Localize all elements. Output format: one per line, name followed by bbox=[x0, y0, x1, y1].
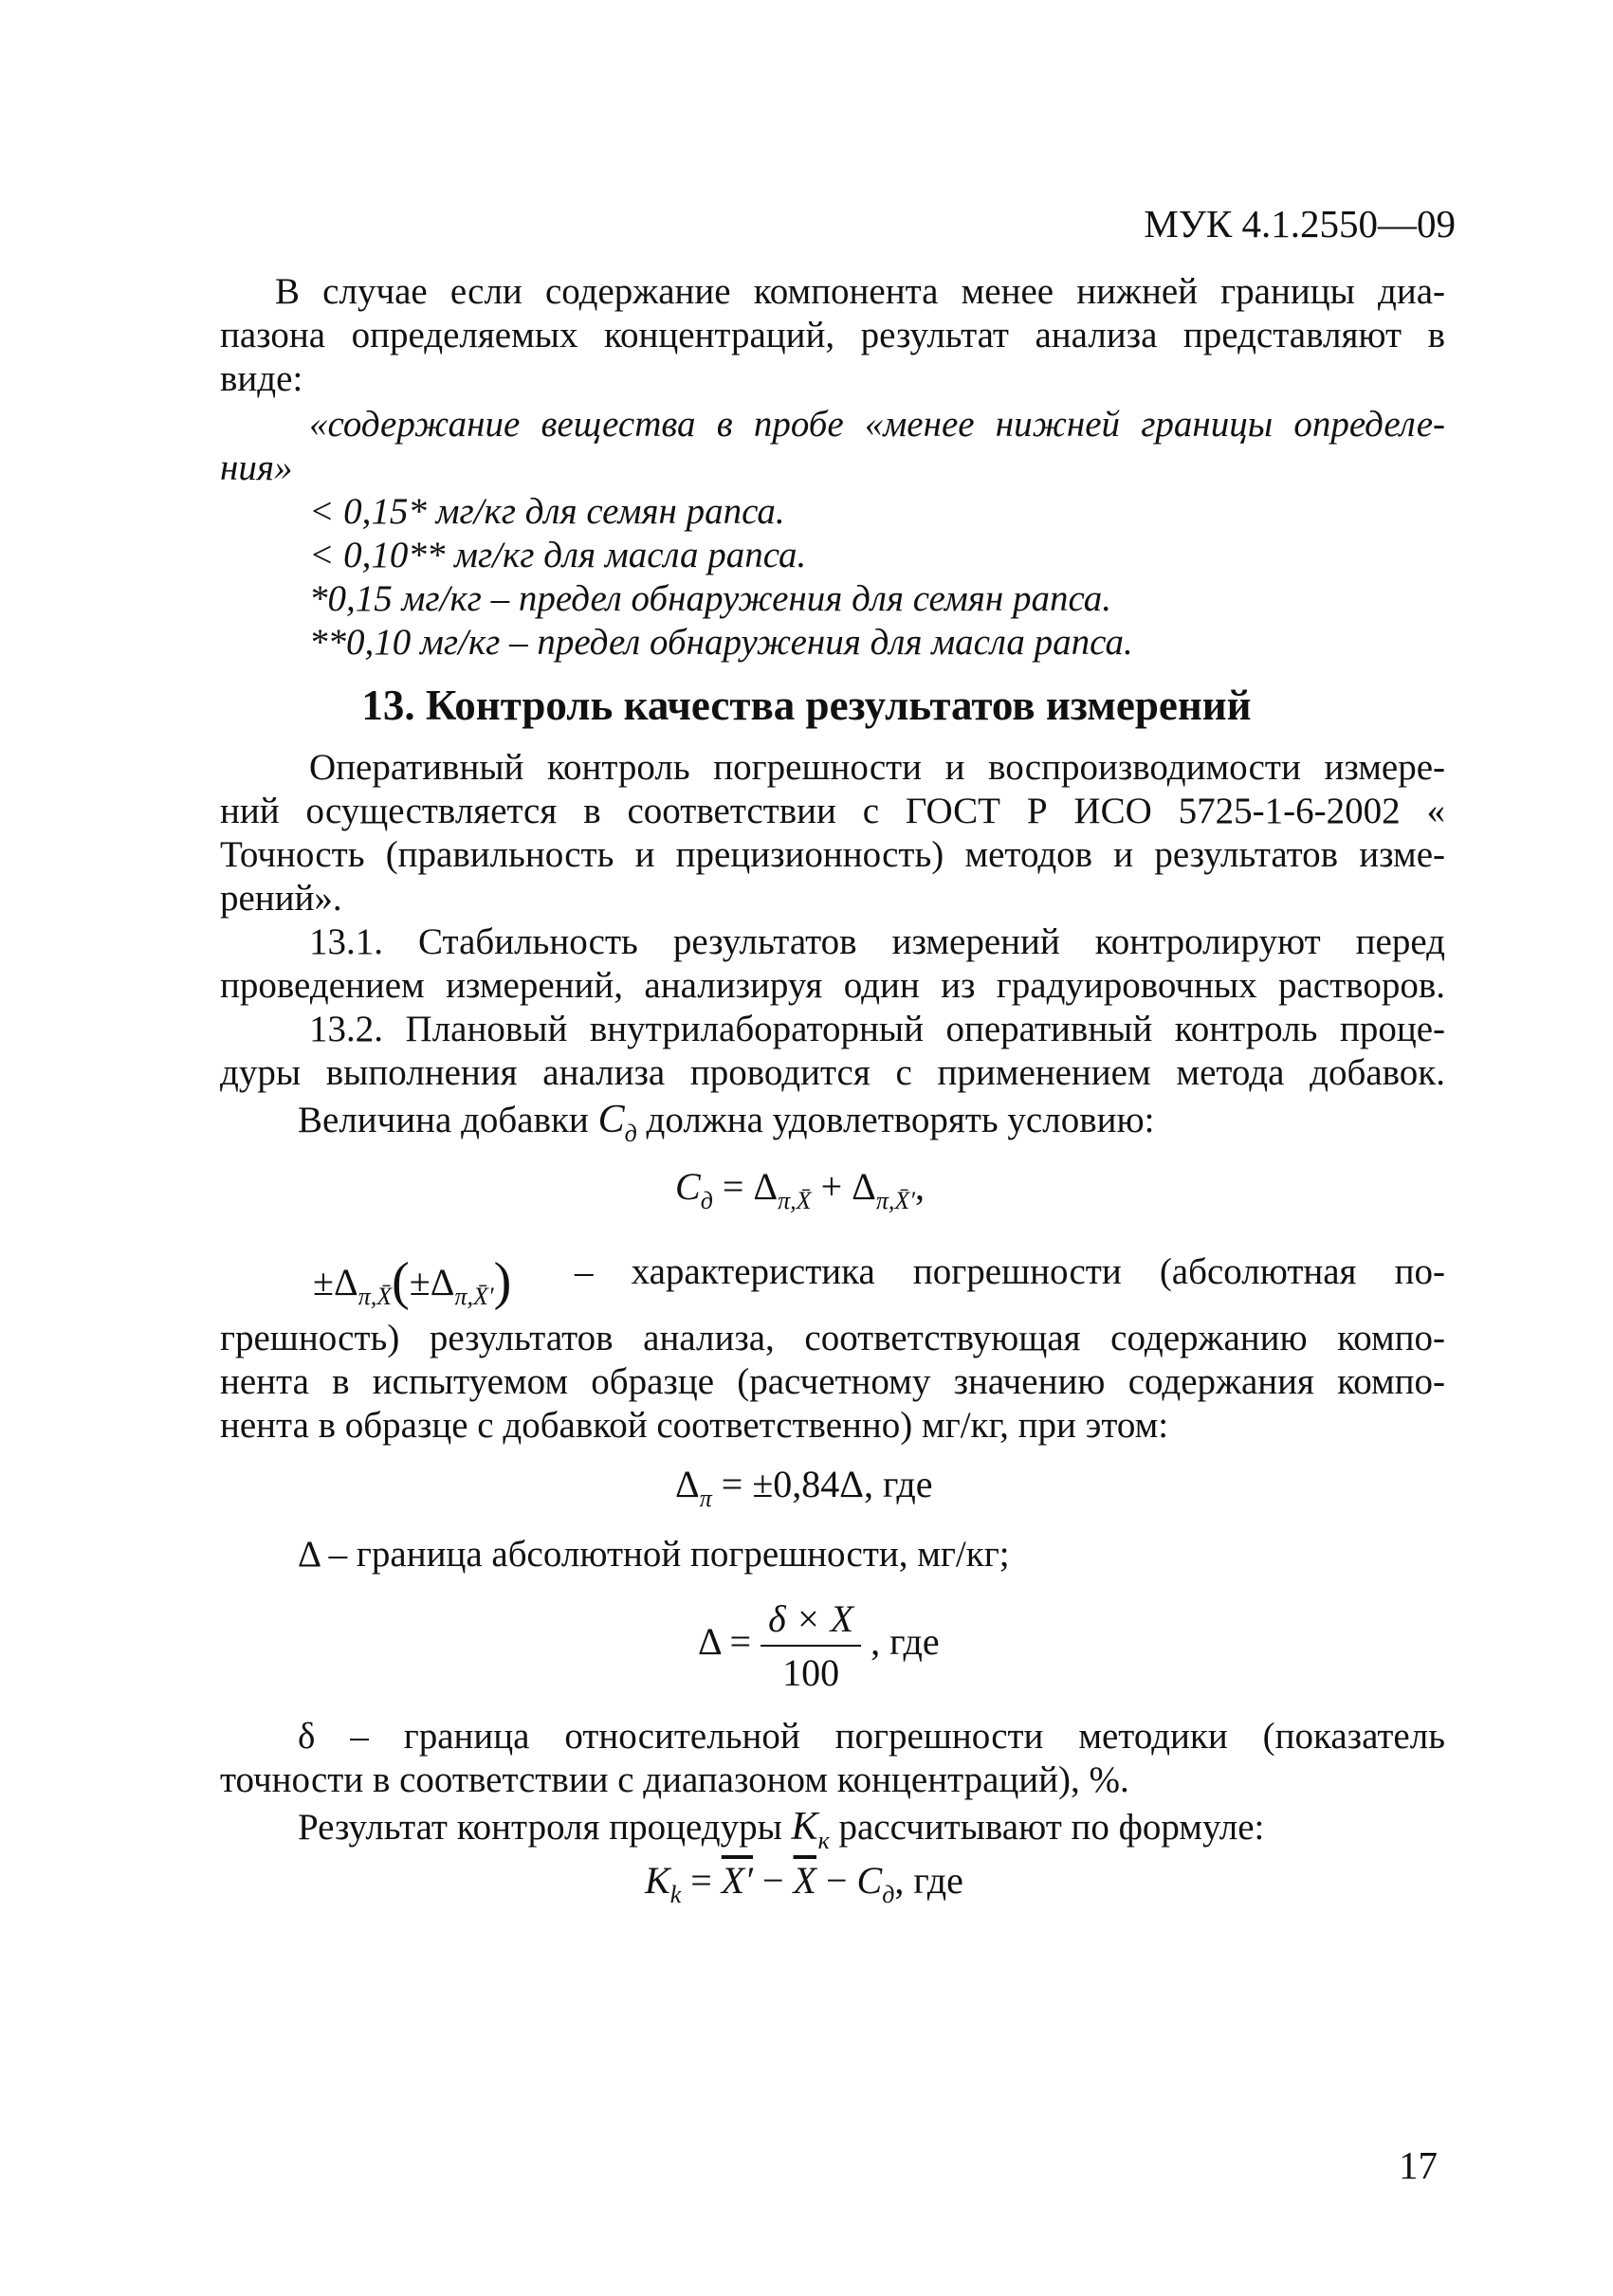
para1-line-2: ний осуществляется в соответствии с ГОСТ Р ИСО 5725-1-6-2002 « bbox=[220, 791, 1445, 831]
intro-line-3: виде: bbox=[220, 358, 303, 399]
characteristic-line-2: грешность) результатов анализа, соответствующая содержанию компо- bbox=[220, 1318, 1445, 1358]
formula-control bbox=[645, 1858, 963, 1908]
formula1-lhs: C bbox=[675, 1165, 701, 1208]
characteristic-line-1: – характеристика погрешности (абсолютная по- bbox=[575, 1251, 1445, 1292]
formula4-minus2: − bbox=[825, 1859, 848, 1902]
formula2-tail: , где bbox=[864, 1463, 933, 1505]
formula4-minus1: − bbox=[761, 1859, 784, 1902]
char-symbol-sub: π,X̄ bbox=[357, 1283, 393, 1310]
delta-definition: Δ – граница абсолютной погрешности, мг/кг; bbox=[298, 1534, 1010, 1575]
formula4-lhs: K bbox=[645, 1859, 670, 1902]
char-symbol: ±Δ bbox=[313, 1261, 358, 1303]
intro-line-2: пазона определяемых концентраций, результат анализа представляют в bbox=[220, 315, 1445, 355]
formula4-c-sub: д bbox=[882, 1881, 895, 1908]
footnote-oil: **0,10 мг/кг – предел обнаружения для масла рапса. bbox=[309, 622, 1133, 663]
document-id-header: МУК 4.1.2550—09 bbox=[1144, 202, 1456, 246]
control-symbol-sub: к bbox=[817, 1827, 830, 1854]
formula1-tail: , bbox=[914, 1165, 925, 1208]
additive-text-before: Величина добавки bbox=[298, 1100, 589, 1140]
formula1-term2-sub: π,X̄′ bbox=[875, 1187, 915, 1214]
control-symbol: K bbox=[791, 1805, 818, 1849]
para1-line-3: Точность (правильность и прецизионность) методов и результатов изме- bbox=[220, 834, 1445, 875]
formula3-denominator: 100 bbox=[782, 1651, 840, 1694]
para-13-2-line-2: дуры выполнения анализа проводится с применением метода добавок. bbox=[220, 1052, 1445, 1093]
footnote-seeds: *0,15 мг/кг – предел обнаружения для семян рапса. bbox=[309, 578, 1112, 619]
relative-error-line-1: δ – граница относительной погрешности методики (показатель bbox=[298, 1716, 1445, 1757]
additive-symbol: C bbox=[597, 1098, 625, 1141]
formula2-lhs-sub: π bbox=[699, 1485, 712, 1512]
formula3-fraction bbox=[761, 1596, 861, 1695]
control-result-text bbox=[298, 1805, 1265, 1854]
para1-line-4: рений». bbox=[220, 878, 342, 919]
relative-error-line-2: точности в соответствии с диапазоном концентраций), %. bbox=[220, 1759, 1129, 1800]
char-paren-sub: π,X̄′ bbox=[454, 1283, 494, 1310]
characteristic-line-4: нента в образце с добавкой соответственно) мг/кг, при этом: bbox=[220, 1405, 1169, 1446]
formula-additive: $C_д = \Delta_{\pi,X̄} + \Delta_{\pi,X̄'}$, bbox=[675, 1165, 925, 1214]
page-number: 17 bbox=[1399, 2143, 1438, 2187]
formula2-rhs: = ±0,84Δ bbox=[721, 1463, 864, 1505]
char-paren-symbol: ±Δ bbox=[409, 1261, 455, 1303]
para-13-1-line-2: проведением измерений, анализируя один из градуировочных растворов. bbox=[220, 965, 1445, 1006]
formula-delta-fraction bbox=[698, 1596, 940, 1695]
formula4-tail: , где bbox=[894, 1859, 963, 1902]
control-text-after: рассчитывают по формуле: bbox=[838, 1807, 1265, 1848]
formula4-lhs-sub: k bbox=[669, 1881, 682, 1908]
additive-text-after: должна удовлетворять условию: bbox=[646, 1100, 1155, 1140]
formula4-eq: = bbox=[690, 1859, 712, 1902]
formula4-xprime: X′ bbox=[721, 1859, 753, 1902]
formula1-plus: + bbox=[820, 1165, 843, 1208]
additive-condition bbox=[298, 1098, 1155, 1147]
para-13-1-line-1: 13.1. Стабильность результатов измерений контролируют перед bbox=[309, 921, 1445, 962]
formula1-lhs-sub: д bbox=[700, 1187, 713, 1214]
formula3-numerator: δ × X bbox=[761, 1596, 861, 1647]
formula3-lhs: Δ = bbox=[698, 1620, 752, 1664]
formula3-tail: , где bbox=[871, 1620, 940, 1664]
characteristic-symbol: $\pm\Delta_{\pi,X̄}(\pm\Delta_{\pi,X̄'})$ bbox=[313, 1252, 512, 1311]
para-13-2-line-1: 13.2. Плановый внутрилабораторный оперативный контроль проце- bbox=[309, 1009, 1445, 1049]
formula4-x: $\overline{X}$ bbox=[793, 1859, 816, 1902]
result-format-quote-line-1: «содержание вещества в пробе «менее нижней границы определе- bbox=[309, 404, 1445, 445]
formula1-term1: Δ bbox=[753, 1165, 779, 1208]
additive-symbol-sub: д bbox=[624, 1120, 637, 1147]
formula4-c: C bbox=[856, 1859, 883, 1902]
control-text-before: Результат контроля процедуры bbox=[298, 1807, 782, 1848]
result-format-seeds: < 0,15* мг/кг для семян рапса. bbox=[309, 491, 785, 532]
result-format-oil: < 0,10** мг/кг для масла рапса. bbox=[309, 535, 807, 575]
intro-line-1: В случае если содержание компонента менее нижней границы диа- bbox=[275, 271, 1445, 312]
formula1-term2: Δ bbox=[852, 1165, 876, 1208]
section-heading: 13. Контроль качества результатов измерений bbox=[361, 682, 1252, 729]
formula2-lhs: Δ bbox=[675, 1463, 700, 1505]
result-format-quote-line-2: ния» bbox=[220, 447, 293, 488]
formula1-term1-sub: π,X̄ bbox=[778, 1187, 812, 1214]
para1-line-1: Оперативный контроль погрешности и воспроизводимости измере- bbox=[309, 747, 1445, 788]
characteristic-line-3: нента в испытуемом образце (расчетному значению содержания компо- bbox=[220, 1361, 1445, 1402]
formula-delta-pi bbox=[675, 1462, 933, 1512]
